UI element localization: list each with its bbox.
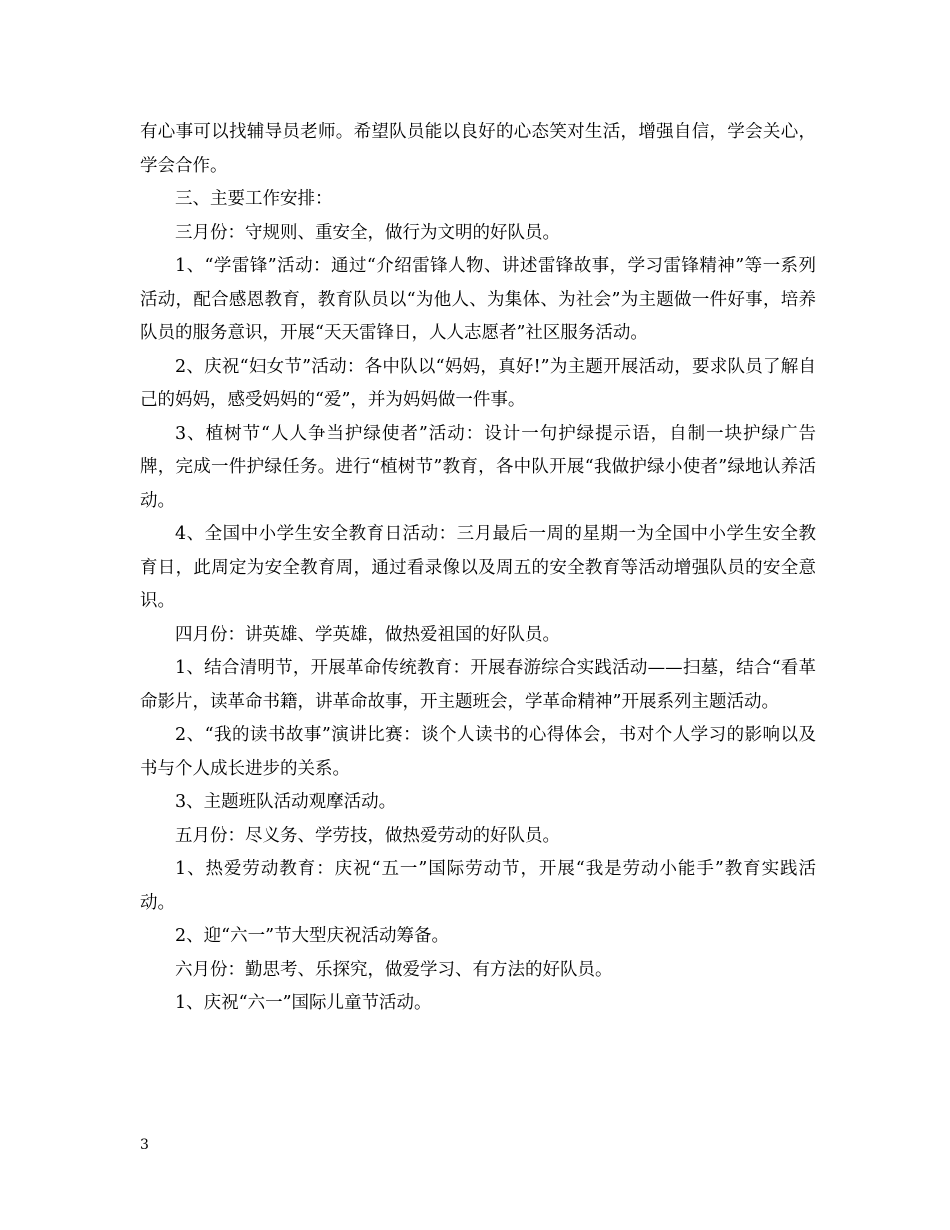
paragraph: 2、“我的读书故事”演讲比赛：谈个人读书的心得体会，书对个人学习的影响以及书与个人成长进步的关系。 — [140, 725, 816, 779]
paragraph: 3、主题班队活动观摩活动。 — [175, 792, 397, 812]
paragraph: 有心事可以找辅导员老师。希望队员能以良好的心态笑对生活，增强自信，学会关心，学会合作。 — [140, 122, 816, 176]
paragraph: 1、“学雷锋”活动：通过“介绍雷锋人物、讲述雷锋故事，学习雷锋精神”等一系列活动，配合感恩教育，教育队员以“为他人、为集体、为社会”为主题做一件好事，培养队员的服务意识，开展“天天雷锋日，人人志愿者”社区服务活动。 — [140, 256, 816, 343]
paragraph: 4、全国中小学生安全教育日活动：三月最后一周的星期一为全国中小学生安全教育日，此周定为安全教育周，通过看录像以及周五的安全教育等活动增强队员的安全意识。 — [140, 524, 816, 611]
paragraph: 1、庆祝“六一”国际儿童节活动。 — [175, 993, 432, 1013]
paragraph: 三月份：守规则、重安全，做行为文明的好队员。 — [175, 222, 560, 243]
document-body — [140, 116, 816, 1021]
paragraph: 3、植树节“人人争当护绿使者”活动：设计一句护绿提示语，自制一块护绿广告牌，完成一件护绿任务。进行“植树节”教育，各中队开展“我做护绿小使者”绿地认养活动。 — [140, 423, 816, 511]
paragraph: 四月份：讲英雄、学英雄，做热爱祖国的好队员。 — [175, 624, 560, 645]
paragraph: 三、主要工作安排： — [175, 189, 333, 209]
paragraph: 六月份：勤思考、乐探究，做爱学习、有方法的好队员。 — [175, 959, 613, 980]
paragraph: 五月份：尽义务、学劳技，做热爱劳动的好队员。 — [175, 825, 560, 846]
page-number: 3 — [140, 1137, 149, 1153]
paragraph: 1、结合清明节，开展革命传统教育：开展春游综合实践活动——扫墓，结合“看革命影片，读革命书籍，讲革命故事，开主题班会，学革命精神”开展系列主题活动。 — [140, 658, 816, 712]
paragraph: 1、热爱劳动教育：庆祝“五一”国际劳动节，开展“我是劳动小能手”教育实践活动。 — [140, 859, 816, 913]
paragraph: 2、迎“六一”节大型庆祝活动筹备。 — [175, 926, 450, 946]
paragraph: 2、庆祝“妇女节”活动：各中队以“妈妈，真好!”为主题开展活动，要求队员了解自己的妈妈，感受妈妈的“爱”，并为妈妈做一件事。 — [140, 356, 816, 410]
